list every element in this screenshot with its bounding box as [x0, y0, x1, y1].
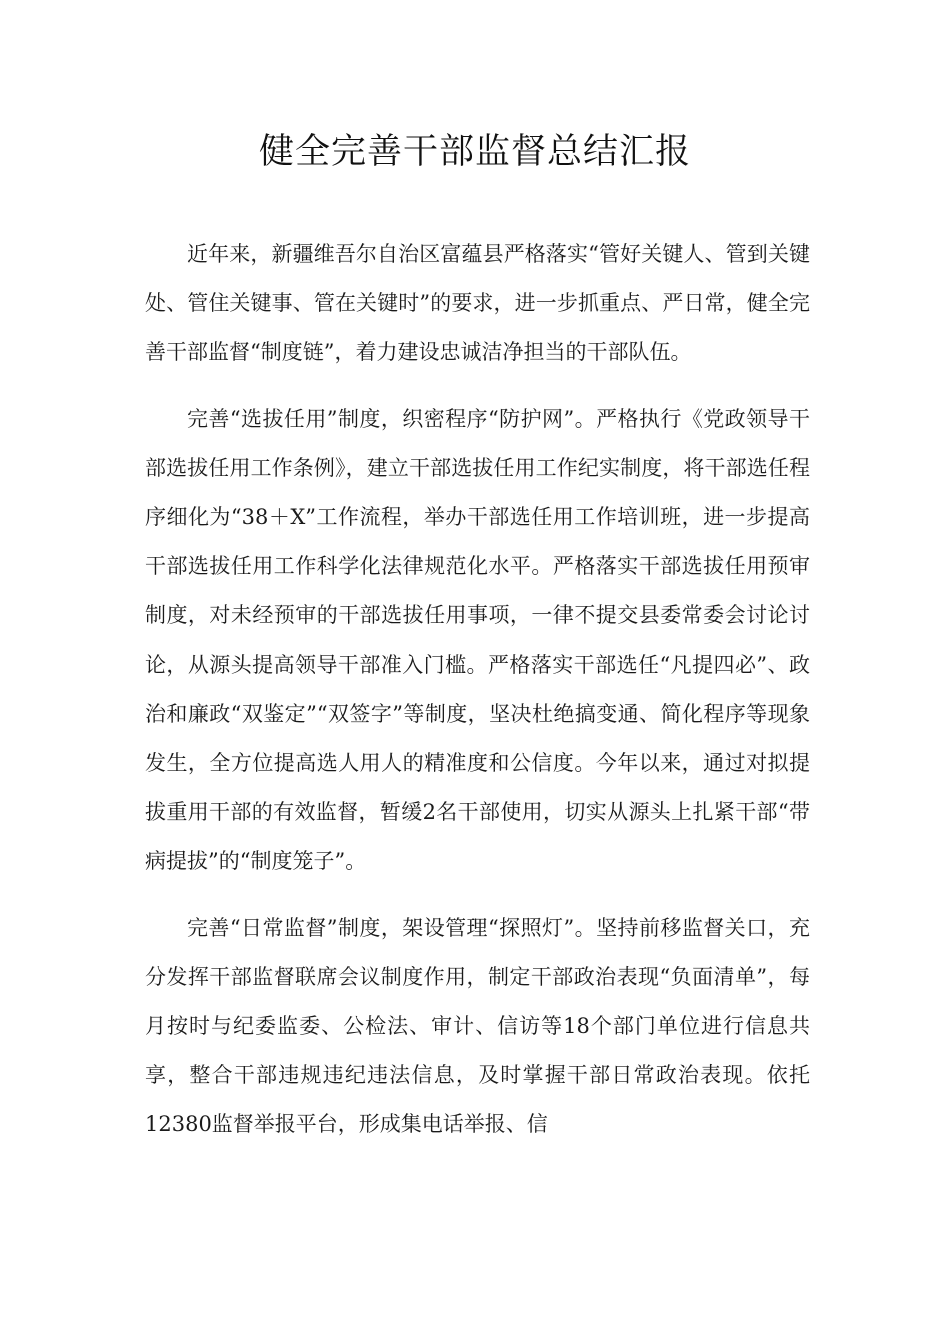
- paragraph-selection-appointment: 完善“选拔任用”制度，织密程序“防护网”。严格执行《党政领导干部选拔任用工作条例》，建立干部选拔任用工作纪实制度，将干部选任程序细化为“38＋X”工作流程，举办干部选任用工作培训班，进一步提高干部选拔任用工作科学化法律规范化水平。严格落实干部选拔任用预审制度，对未经预审的干部选拔任用事项，一律不提交县委常委会讨论讨论，从源头提高领导干部准入门槛。严格落实干部选任“凡提四必”、政治和廉政“双鉴定”“双签字”等制度，坚决杜绝搞变通、简化程序等现象发生，全方位提高选人用人的精准度和公信度。今年以来，通过对拟提拔重用干部的有效监督，暂缓2名干部使用，切实从源头上扎紧干部“带病提拔”的“制度笼子”。: [145, 406, 810, 874]
- document-body: [145, 230, 810, 1167]
- document-title: 健全完善干部监督总结汇报: [258, 132, 691, 172]
- paragraph-intro: 近年来，新疆维吾尔自治区富蕴县严格落实“管好关键人、管到关键处、管住关键事、管在关键时”的要求，进一步抓重点、严日常，健全完善干部监督“制度链”，着力建设忠诚洁净担当的干部队伍。: [145, 242, 810, 365]
- paragraph-daily-supervision: 完善“日常监督”制度，架设管理“探照灯”。坚持前移监督关口，充分发挥干部监督联席会议制度作用，制定干部政治表现“负面清单”，每月按时与纪委监委、公检法、审计、信访等18个部门单位进行信息共享，整合干部违规违纪违法信息，及时掌握干部日常政治表现。依托12380监督举报平台，形成集电话举报、信: [145, 915, 810, 1137]
